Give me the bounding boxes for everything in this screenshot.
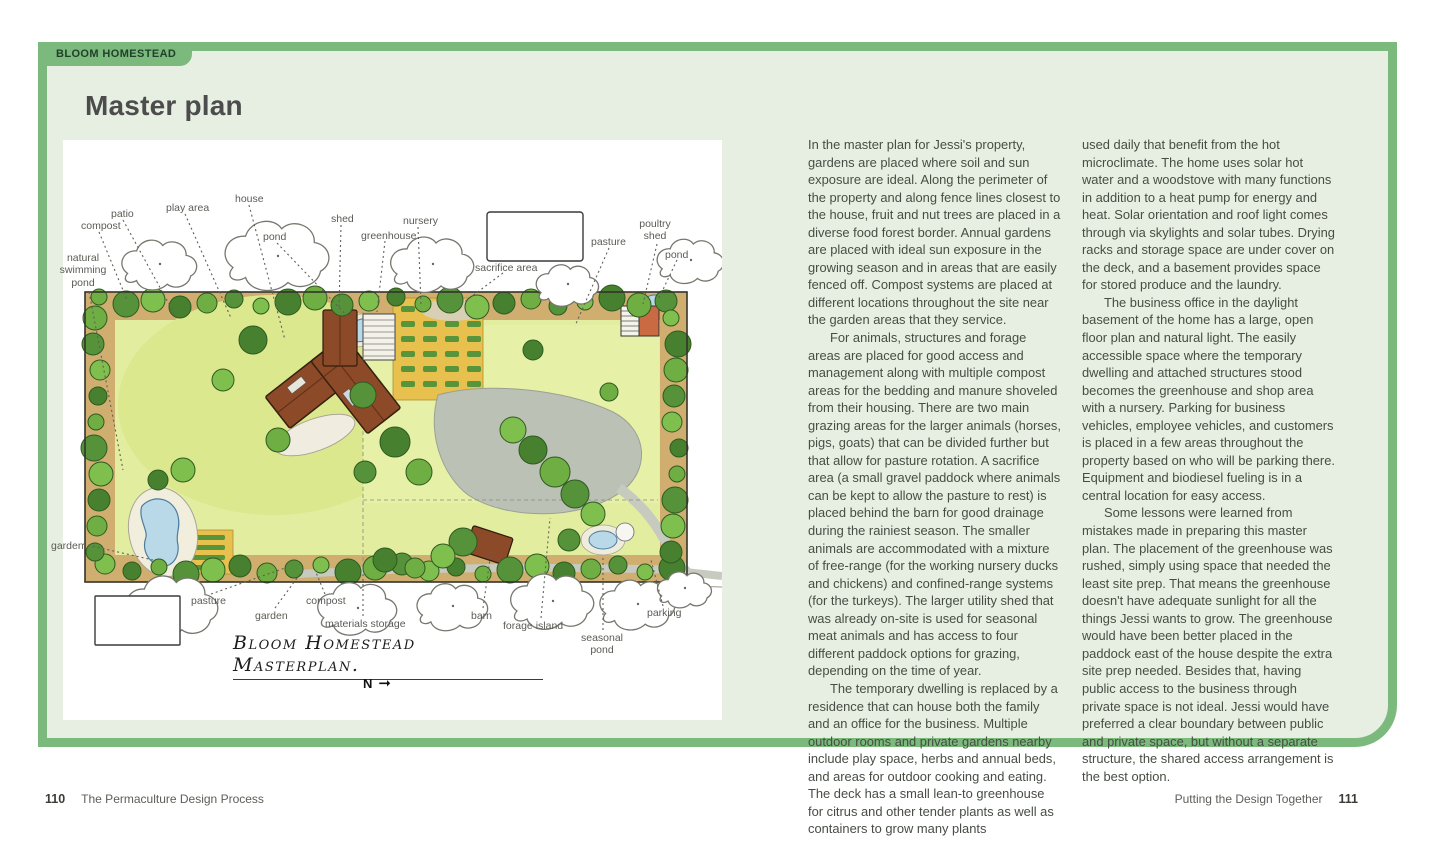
- map-label-materials-storage: materials storage: [325, 618, 406, 630]
- map-label-forage-island: forage island: [503, 620, 564, 632]
- text-column-right: [1082, 136, 1335, 785]
- empty-note-box-top: [487, 212, 583, 261]
- page-number-right: 111: [1338, 792, 1358, 806]
- map-label-poultry-shed: poultry shed: [639, 218, 671, 243]
- paragraph: In the master plan for Jessi's property, gardens are placed where soil and sun exposure are ideal. Along the perimeter of the property and along fence lines closest to the house, fruit and nut trees are placed in a diverse food forest border. Annual gardens are placed with ideal sun exposure in the growing season and in areas that are easily fenced off. Compost systems are placed at different locations throughout the site near the garden areas that they service.: [808, 137, 1061, 328]
- page-title: Master plan: [85, 90, 243, 121]
- chapter-badge-label: BLOOM HOMESTEAD: [56, 48, 177, 60]
- paragraph: used daily that benefit from the hot microclimate. The home uses solar hot water and a woodstove with many functions in addition to a heat pump for energy and heat. Solar orientation and roof light comes through via skylights and solar tubes. Drying racks and storage space are under cover on the deck, and a basement provides space for stored produce and the laundry.: [1082, 137, 1335, 293]
- map-label-natural-swimming-pond: natural swimming pond: [59, 252, 107, 289]
- running-title-right: Putting the Design Together: [1174, 792, 1323, 806]
- map-label-nursery: nursery: [403, 215, 439, 227]
- page-number-left: 110: [45, 792, 66, 806]
- map-label-greenhouse: greenhouse: [361, 230, 417, 242]
- handwritten-plan-title: Bloom Homestead Masterplan.: [233, 632, 543, 680]
- map-label-barn: barn: [471, 610, 493, 622]
- map-label-pasture-bottom: pasture: [191, 595, 227, 607]
- map-label-garden-bottom: garden: [255, 610, 288, 622]
- map-label-house: house: [235, 193, 264, 205]
- chapter-badge: [44, 42, 192, 66]
- map-label-garden-left: garden: [51, 540, 84, 552]
- paragraph: For animals, structures and forage areas are placed for good access and management along with multiple compost areas for the bedding and manure shoveled from their housing. There are two main grazing areas for the larger animals (horses, pigs, goats) that can be divided further but that allow for pasture rotation. A sacrifice area (a small gravel paddock where animals can be kept to allow the pasture to rest) is placed behind the barn for good drainage during the rainiest season. The smaller animals are accommodated with a mixture of free-range (for the working nursery ducks and chickens) and confined-range systems (for the turkeys). The larger utility shed that was already on-site is used for seasonal meat animals and has access to four different paddock options for grazing, depending on the time of year.: [808, 330, 1061, 679]
- map-label-compost-bottom: compost: [306, 595, 346, 607]
- masterplan-illustration: [51, 140, 722, 720]
- utility-shed: [323, 310, 357, 366]
- map-label-pond-top-right: pond: [665, 249, 689, 261]
- seasonal-pond-water: [589, 531, 617, 549]
- empty-note-box-bottom: [95, 596, 180, 645]
- paragraph: Some lessons were learned from mistakes made in preparing this master plan. The placement of the greenhouse was rushed, simply using space that needed the least site prep. That means the greenhouse doesn't have adequate sunlight for all the things Jessi wants to grow. The greenhouse would have been better placed in the paddock east of the house despite the extra site prep needed. Besides that, having public access to the business through private space is not ideal. Jessi would have preferred a clear boundary between public and private space, but without a separate structure, the shared access arrangement is the best option.: [1082, 505, 1334, 784]
- map-label-seasonal-pond: seasonal pond: [580, 632, 624, 657]
- text-column-left: [808, 136, 1061, 838]
- running-title-left: The Permaculture Design Process: [81, 792, 264, 806]
- map-label-pasture-top: pasture: [591, 236, 627, 248]
- footer-left: [45, 792, 264, 806]
- map-label-play-area: play area: [166, 202, 210, 214]
- map-label-pond-top: pond: [263, 231, 287, 243]
- paragraph: The business office in the daylight basement of the home has a large, open floor plan and natural light. The easily accessible space where the temporary dwelling and attached structures stood becomes the greenhouse and shop area with a nursery. Parking for business vehicles, employee vehicles, and customers is placed in a few areas throughout the property based on who will be parking there. Equipment and biodiesel fueling is in a central location for easy access.: [1082, 294, 1335, 503]
- map-label-shed: shed: [331, 213, 354, 225]
- north-label: N: [363, 676, 373, 691]
- footer-right: [1175, 792, 1358, 806]
- map-label-patio: patio: [111, 208, 134, 220]
- map-label-compost-top: compost: [81, 220, 121, 232]
- greenhouse-structure: [363, 314, 395, 360]
- north-arrow-icon: ➞: [378, 675, 391, 692]
- north-arrow: [363, 674, 391, 692]
- paragraph: The temporary dwelling is replaced by a residence that can house both the family and an office for the business. Multiple outdoor rooms and private gardens nearby include play space, herbs and annual beds, and areas for outdoor cooking and eating. The deck has a small lean-to greenhouse for citrus and other tender plants as well as containers to grow many plants: [808, 680, 1058, 837]
- map-label-sacrifice-area: sacrifice area: [475, 262, 538, 274]
- map-label-parking: parking: [647, 607, 682, 619]
